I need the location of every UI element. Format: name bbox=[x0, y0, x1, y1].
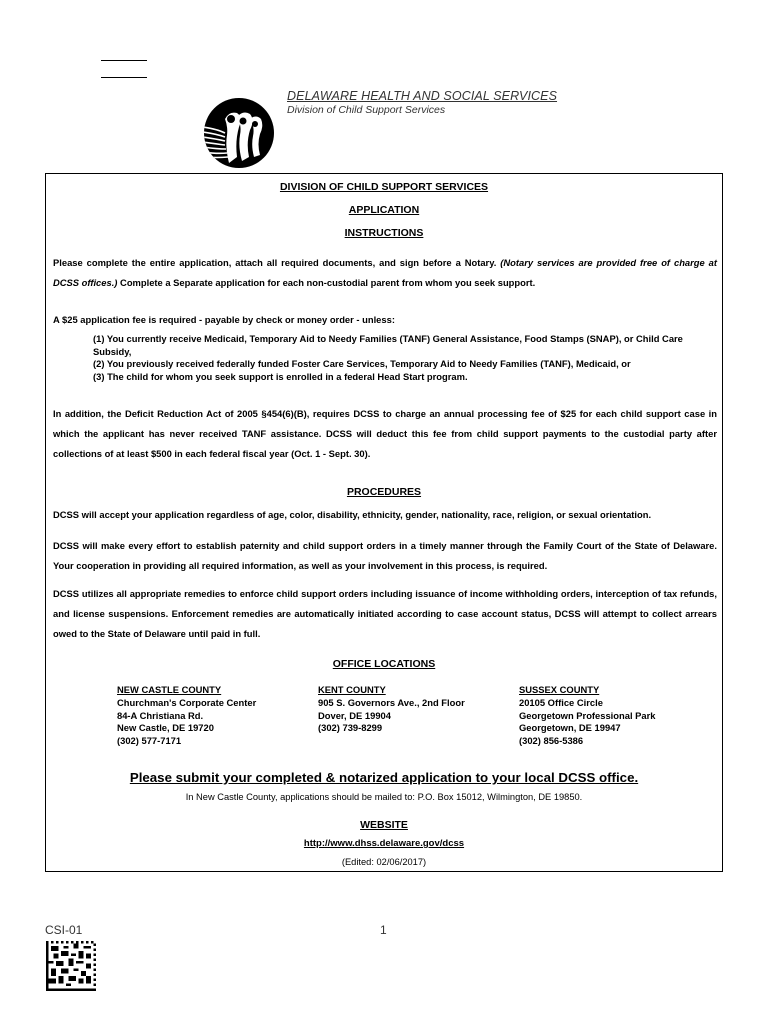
website-link[interactable]: http://www.dhss.delaware.gov/dcss bbox=[303, 838, 465, 849]
office-line: Dover, DE 19904 bbox=[318, 709, 391, 721]
procedure-paragraph: DCSS utilizes all appropriate remedies to enforce child support orders including issuance of income withholding orders, interception of tax refunds, and license suspensions. Enforcement remedies are automatically initiated according to case account status, DCSS will attempt to collect arrears owed to the State of Delaware until paid in full. bbox=[53, 588, 717, 639]
office-line: 84-A Christiana Rd. bbox=[117, 709, 204, 721]
office-line: (302) 856-5386 bbox=[519, 735, 584, 747]
intro-paragraph bbox=[53, 253, 717, 293]
fee-intro: A $25 application fee is required - payable by check or money order - unless: bbox=[53, 314, 395, 325]
office-sussex bbox=[519, 684, 719, 748]
intro-text: Please complete the entire application, attach all required documents, and sign before a Notary. bbox=[53, 257, 497, 268]
office-new-castle bbox=[117, 684, 317, 748]
fee-conditions-list bbox=[93, 333, 713, 383]
division-name: Division of Child Support Services bbox=[287, 104, 446, 116]
mailing-address: In New Castle County, applications should be mailed to: P.O. Box 15012, Wilmington, DE 19850. bbox=[185, 792, 583, 802]
dhss-logo-icon bbox=[203, 97, 275, 169]
instructions-heading: INSTRUCTIONS bbox=[344, 227, 424, 239]
fee-condition-item: (1) You currently receive Medicaid, Temporary Aid to Needy Families (TANF) General Assistance, Food Stamps (SNAP), or Child Care Subsidy, bbox=[93, 333, 683, 357]
website-heading: WEBSITE bbox=[360, 819, 408, 831]
office-line: 905 S. Governors Ave., 2nd Floor bbox=[318, 696, 465, 708]
form-code: CSI-01 bbox=[45, 923, 83, 937]
edited-date: (Edited: 02/06/2017) bbox=[341, 857, 427, 867]
form-title: DIVISION OF CHILD SUPPORT SERVICES bbox=[279, 181, 489, 193]
header-rule-top bbox=[101, 60, 147, 61]
intro-tail: Complete a Separate application for each non-custodial parent from whom you seek support. bbox=[120, 277, 536, 288]
website-row bbox=[46, 833, 722, 851]
office-name: NEW CASTLE COUNTY bbox=[117, 684, 222, 695]
notary-note: (Notary services are provided free of charge at DCSS offices.) bbox=[53, 257, 717, 288]
office-line: (302) 739-8299 bbox=[318, 722, 383, 734]
office-line: Georgetown, DE 19947 bbox=[519, 722, 621, 734]
office-line: New Castle, DE 19720 bbox=[117, 722, 214, 734]
header-rule-bottom bbox=[101, 77, 147, 78]
procedure-paragraph: DCSS will make every effort to establish paternity and child support orders in a timely manner through the Family Court of the State of Delaware. Your cooperation in providing all required information, as well as your involvement in this process, is required. bbox=[53, 540, 717, 571]
agency-name: DELAWARE HEALTH AND SOCIAL SERVICES bbox=[287, 89, 558, 103]
procedures-heading: PROCEDURES bbox=[346, 486, 422, 498]
instructions-frame bbox=[45, 173, 723, 872]
office-name: SUSSEX COUNTY bbox=[519, 684, 600, 695]
office-line: 20105 Office Circle bbox=[519, 696, 603, 708]
submit-instruction: Please submit your completed & notarized application to your local DCSS office. bbox=[129, 770, 639, 785]
deficit-reduction-paragraph: In addition, the Deficit Reduction Act of 2005 §454(6)(B), requires DCSS to charge an annual processing fee of $25 for each child support case in which the applicant has never received TANF assistance. DCSS will deduct this fee from child support payments to the custodial party after collections of at least $500 in each federal fiscal year (Oct. 1 - Sept. 30). bbox=[53, 408, 717, 459]
office-line: Churchman's Corporate Center bbox=[117, 696, 257, 708]
form-subtitle: APPLICATION bbox=[348, 204, 420, 216]
office-name: KENT COUNTY bbox=[318, 684, 386, 695]
office-kent bbox=[318, 684, 518, 735]
office-line: (302) 577-7171 bbox=[117, 735, 182, 747]
procedure-paragraph: DCSS will accept your application regardless of age, color, disability, ethnicity, gender, nationality, race, religion, or sexual orientation. bbox=[53, 509, 652, 520]
page-number: 1 bbox=[380, 923, 387, 937]
fee-condition-item: (3) The child for whom you seek support is enrolled in a federal Head Start program. bbox=[93, 370, 468, 382]
fee-condition-item: (2) You previously received federally funded Foster Care Services, Temporary Aid to Needy Families (TANF), Medicaid, or bbox=[93, 358, 631, 370]
office-locations-heading: OFFICE LOCATIONS bbox=[332, 658, 436, 670]
office-line: Georgetown Professional Park bbox=[519, 709, 656, 721]
datamatrix-barcode-icon bbox=[46, 941, 96, 991]
